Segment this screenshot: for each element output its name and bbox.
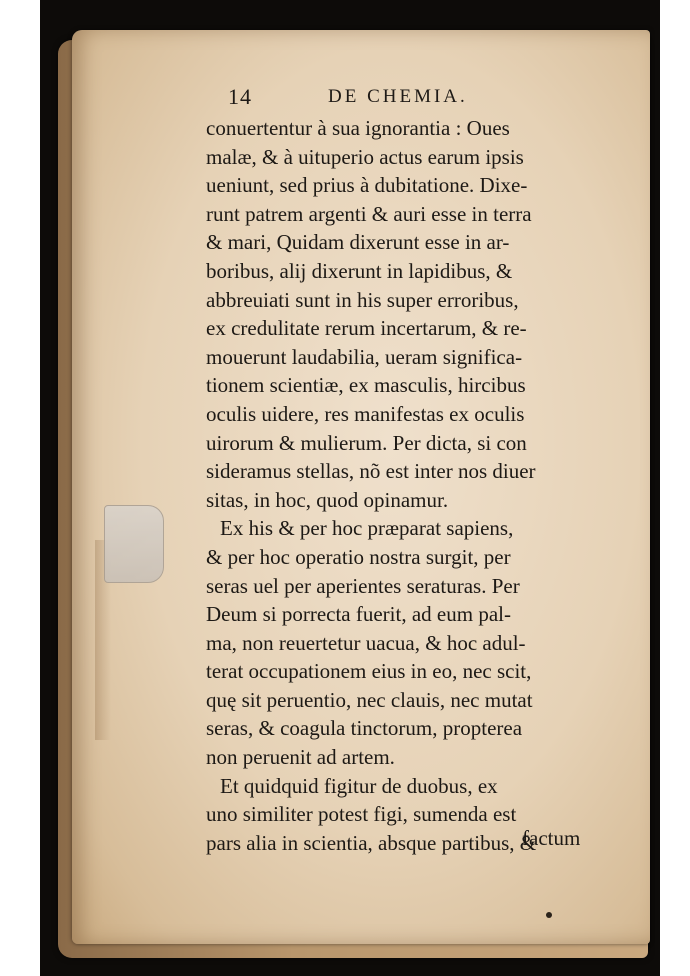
text-line: mouerunt laudabilia, ueram significa- bbox=[206, 344, 523, 369]
text-line: pars alia in scientia, absque partibus, & bbox=[206, 830, 537, 855]
page-number: 14 bbox=[228, 84, 252, 109]
text-line: seras, & coagula tinctorum, propterea bbox=[206, 716, 523, 741]
text-line: non peruenit ad artem. bbox=[206, 745, 395, 770]
text-line: & mari, Quidam dixerunt esse in ar- bbox=[206, 230, 510, 255]
text-line: Et quidquid figitur de duobus, ex bbox=[220, 773, 498, 798]
text-line: sideramus stellas, nõ est inter nos diuer bbox=[206, 459, 536, 484]
text-line: ueniunt, sed prius à dubitatione. Dixe- bbox=[206, 173, 528, 198]
text-line: terat occupationem eius in eo, nec scit, bbox=[206, 659, 532, 684]
text-line: malæ, & à uituperio actus earum ipsis bbox=[206, 144, 524, 169]
page-header bbox=[228, 84, 508, 114]
text-line: Ex his & per hoc præparat sapiens, bbox=[220, 516, 514, 541]
page-stain bbox=[104, 505, 164, 583]
text-line: quę sit peruentio, nec clauis, nec mutat bbox=[206, 687, 533, 712]
running-title: DE CHEMIA. bbox=[328, 86, 468, 107]
text-line: uirorum & mulierum. Per dicta, si con bbox=[206, 430, 527, 455]
text-line: conuertentur à sua ignorantia : Oues bbox=[206, 116, 510, 140]
text-line: uno similiter potest figi, sumenda est bbox=[206, 802, 517, 827]
text-line: abbreuiati sunt in his super erroribus, bbox=[206, 287, 519, 312]
body-text bbox=[206, 114, 606, 857]
text-line: ex credulitate rerum incertarum, & re- bbox=[206, 316, 527, 341]
text-line: boribus, alij dixerunt in lapidibus, & bbox=[206, 258, 513, 283]
text-line: & per hoc operatio nostra surgit, per bbox=[206, 544, 511, 569]
text-line: runt patrem argenti & auri esse in terra bbox=[206, 201, 532, 226]
text-line: sitas, in hoc, quod opinamur. bbox=[206, 487, 449, 512]
text-line: oculis uidere, res manifestas ex oculis bbox=[206, 401, 525, 426]
text-line: seras uel per aperientes seraturas. Per bbox=[206, 573, 520, 598]
text-line: Deum si porrecta fuerit, ad eum pal- bbox=[206, 602, 511, 627]
catchword: factum bbox=[522, 826, 581, 850]
ink-dot bbox=[546, 912, 552, 918]
text-line: tionem scientiæ, ex masculis, hircibus bbox=[206, 373, 526, 398]
text-line: ma, non reuertetur uacua, & hoc adul- bbox=[206, 630, 526, 655]
